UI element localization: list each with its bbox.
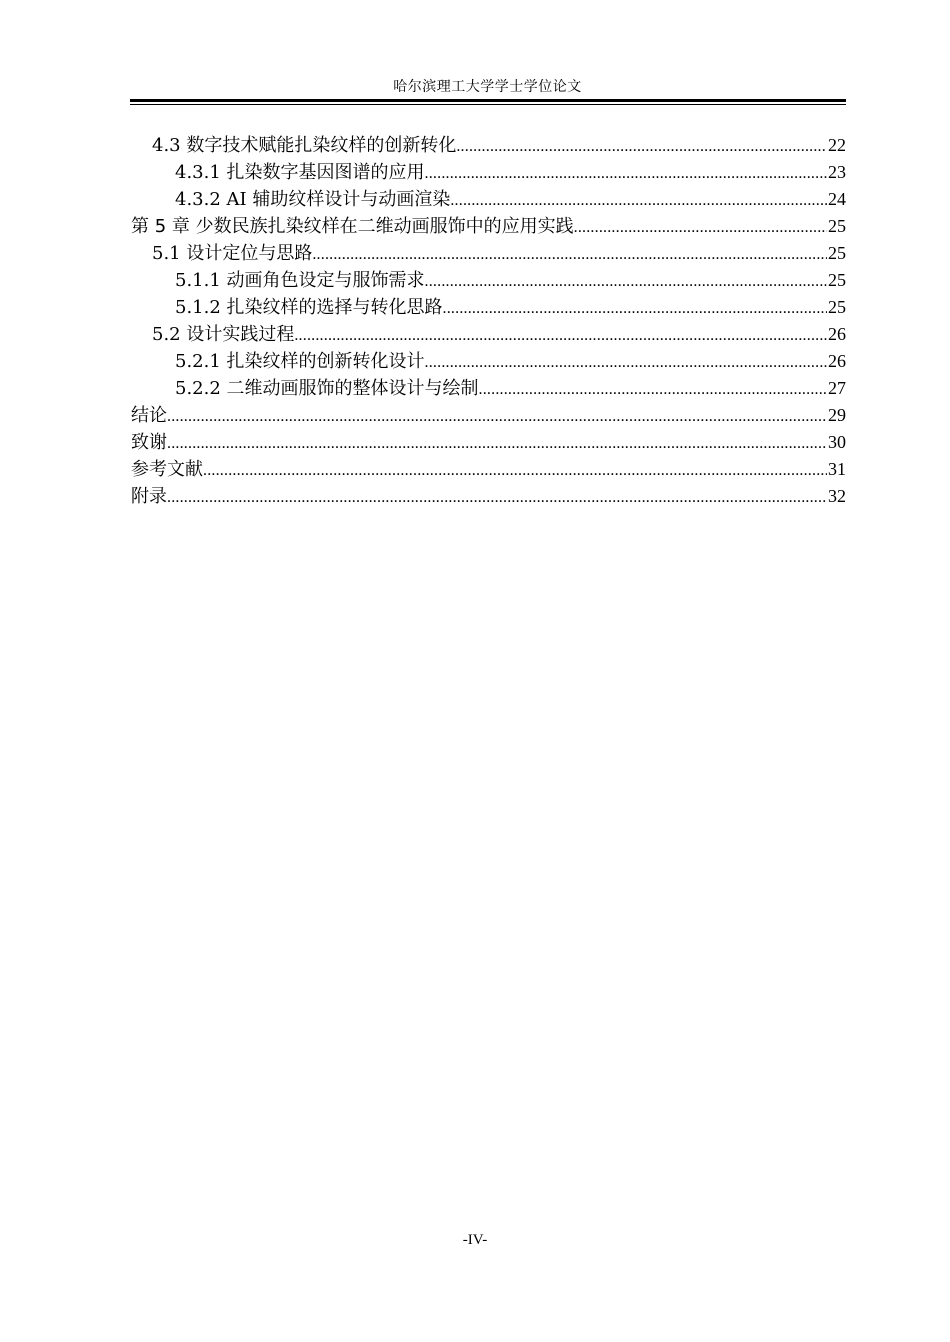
toc-entry-chapter-5[interactable] xyxy=(131,213,846,240)
toc-entry-5-2-1[interactable] xyxy=(131,348,846,375)
toc-entry-acknowledgements[interactable] xyxy=(131,429,846,456)
toc-page-number: 29 xyxy=(828,405,846,425)
toc-entry-title: 4.3.2 AI 辅助纹样设计与动画渲染 xyxy=(175,189,451,210)
toc-dot-leader xyxy=(167,484,827,510)
toc-entry-title: 致谢 xyxy=(131,432,167,453)
toc-entry-5-1-2[interactable] xyxy=(131,294,846,321)
toc-page-number: 25 xyxy=(828,270,846,290)
toc-page-number: 24 xyxy=(828,189,846,209)
toc-dot-leader xyxy=(167,403,827,429)
page-footer-number: -IV- xyxy=(462,1232,488,1248)
toc-entry-title: 附录 xyxy=(131,486,167,507)
toc-entry-5-1-1[interactable] xyxy=(131,267,846,294)
toc-page-number: 26 xyxy=(828,324,846,344)
toc-dot-leader xyxy=(425,160,827,186)
toc-page-number: 25 xyxy=(828,243,846,263)
toc-dot-leader xyxy=(425,349,827,375)
toc-entry-title: 4.3 数字技术赋能扎染纹样的创新转化 xyxy=(152,135,457,156)
toc-entry-conclusion[interactable] xyxy=(131,402,846,429)
toc-dot-leader xyxy=(456,133,827,159)
toc-page-number: 25 xyxy=(828,297,846,317)
toc-entry-5-2[interactable] xyxy=(131,321,846,348)
toc-page-number: 26 xyxy=(828,351,846,371)
toc-dot-leader xyxy=(574,214,827,240)
toc-entry-title: 第 5 章 少数民族扎染纹样在二维动画服饰中的应用实践 xyxy=(131,216,574,237)
toc-page-number: 30 xyxy=(828,432,846,452)
toc-entry-title: 5.2 设计实践过程 xyxy=(152,324,295,345)
toc-entry-appendix[interactable] xyxy=(131,483,846,510)
toc-entry-title: 参考文献 xyxy=(131,459,203,480)
toc-entry-title: 5.1.1 动画角色设定与服饰需求 xyxy=(175,270,425,291)
toc-entry-5-2-2[interactable] xyxy=(131,375,846,402)
table-of-contents xyxy=(131,132,846,510)
toc-entry-4-3-1[interactable] xyxy=(131,159,846,186)
toc-page-number: 25 xyxy=(828,216,846,236)
toc-entry-4-3[interactable] xyxy=(131,132,846,159)
header-rule-thin xyxy=(130,104,846,105)
toc-dot-leader xyxy=(425,268,827,294)
toc-dot-leader xyxy=(312,241,827,267)
toc-dot-leader xyxy=(167,430,827,456)
toc-page-number: 31 xyxy=(828,459,846,479)
header-rule-thick xyxy=(130,99,846,102)
toc-dot-leader xyxy=(443,295,827,321)
toc-entry-title: 5.1.2 扎染纹样的选择与转化思路 xyxy=(175,297,443,318)
toc-entry-title: 结论 xyxy=(131,405,167,426)
toc-entry-references[interactable] xyxy=(131,456,846,483)
toc-page-number: 32 xyxy=(828,486,846,506)
toc-page-number: 22 xyxy=(828,135,846,155)
toc-dot-leader xyxy=(203,457,827,483)
page-header-title: 哈尔滨理工大学学士学位论文 xyxy=(393,79,582,95)
toc-entry-4-3-2[interactable] xyxy=(131,186,846,213)
toc-entry-title: 5.2.2 二维动画服饰的整体设计与绘制 xyxy=(175,378,479,399)
toc-page-number: 27 xyxy=(828,378,846,398)
toc-dot-leader xyxy=(450,187,827,213)
toc-entry-title: 5.2.1 扎染纹样的创新转化设计 xyxy=(175,351,425,372)
toc-entry-5-1[interactable] xyxy=(131,240,846,267)
toc-page-number: 23 xyxy=(828,162,846,182)
toc-dot-leader xyxy=(479,376,827,402)
toc-dot-leader xyxy=(294,322,827,348)
toc-entry-title: 4.3.1 扎染数字基因图谱的应用 xyxy=(175,162,425,183)
toc-entry-title: 5.1 设计定位与思路 xyxy=(152,243,313,264)
